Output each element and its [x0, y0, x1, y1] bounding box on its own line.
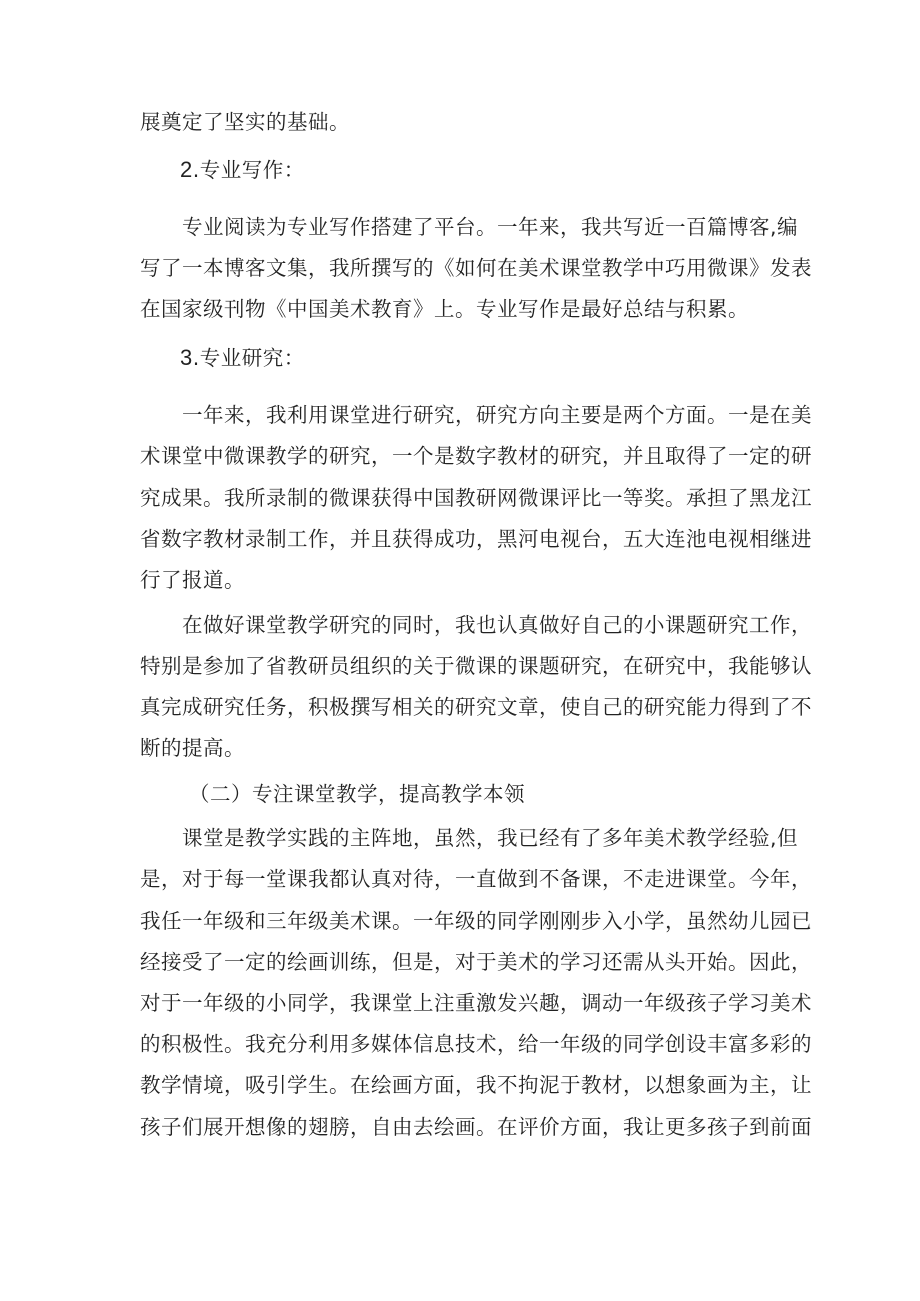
heading-number: 2: [180, 157, 193, 182]
paragraph-line: 教学情境，吸引学生。在绘画方面，我不拘泥于教材，以想象画为主，让: [140, 1073, 812, 1097]
paragraph-line: 断的提高。: [140, 736, 245, 760]
paragraph-line: 真完成研究任务，积极撰写相关的研究文章，使自己的研究能力得到了不: [140, 695, 812, 719]
paragraph-line: 在国家级刊物《中国美术教育》上。专业写作是最好总结与积累。: [140, 297, 749, 321]
paragraph-line: 课堂是教学实践的主阵地，虽然，我已经有了多年美术教学经验,但: [182, 826, 799, 850]
paragraph-line: 经接受了一定的绘画训练，但是，对于美术的学习还需从头开始。因此，: [140, 950, 812, 974]
paragraph-line: 特别是参加了省教研员组织的关于微课的课题研究，在研究中，我能够认: [140, 654, 812, 678]
paragraph-line: 展奠定了坚实的基础。: [140, 110, 350, 134]
paragraph-line: 写了一本博客文集，我所撰写的《如何在美术课堂教学中巧用微课》发表: [140, 256, 812, 280]
section-heading-research: [180, 346, 305, 370]
paragraph-line: 省数字教材录制工作，并且获得成功，黑河电视台，五大连池电视相继进: [140, 527, 812, 551]
heading-number: 3: [180, 345, 193, 370]
paragraph-line: 究成果。我所录制的微课获得中国教研网微课评比一等奖。承担了黑龙江: [140, 486, 812, 510]
heading-text: .专业研究：: [192, 346, 305, 370]
section-heading-teaching: （二）专注课堂教学，提高教学本领: [189, 782, 525, 806]
paragraph-line: 术课堂中微课教学的研究，一个是数字教材的研究，并且取得了一定的研: [140, 444, 812, 468]
paragraph-line: 孩子们展开想像的翅膀，自由去绘画。在评价方面，我让更多孩子到前面: [140, 1115, 812, 1139]
paragraph-line: 对于一年级的小同学，我课堂上注重激发兴趣，调动一年级孩子学习美术: [140, 991, 812, 1015]
heading-text: .专业写作：: [192, 158, 305, 182]
paragraph-line: 我任一年级和三年级美术课。一年级的同学刚刚步入小学，虽然幼儿园已: [140, 909, 812, 933]
paragraph-line: 的积极性。我充分利用多媒体信息技术，给一年级的同学创设丰富多彩的: [140, 1032, 812, 1056]
section-heading-writing: [180, 158, 305, 182]
paragraph-line: 行了报道。: [140, 568, 245, 592]
paragraph-line: 在做好课堂教学研究的同时，我也认真做好自己的小课题研究工作，: [182, 613, 812, 637]
paragraph-line: 是，对于每一堂课我都认真对待，一直做到不备课，不走进课堂。今年，: [140, 867, 812, 891]
paragraph-line: 一年来，我利用课堂进行研究，研究方向主要是两个方面。一是在美: [182, 403, 812, 427]
paragraph-line: 专业阅读为专业写作搭建了平台。一年来，我共写近一百篇博客,编: [182, 215, 799, 239]
